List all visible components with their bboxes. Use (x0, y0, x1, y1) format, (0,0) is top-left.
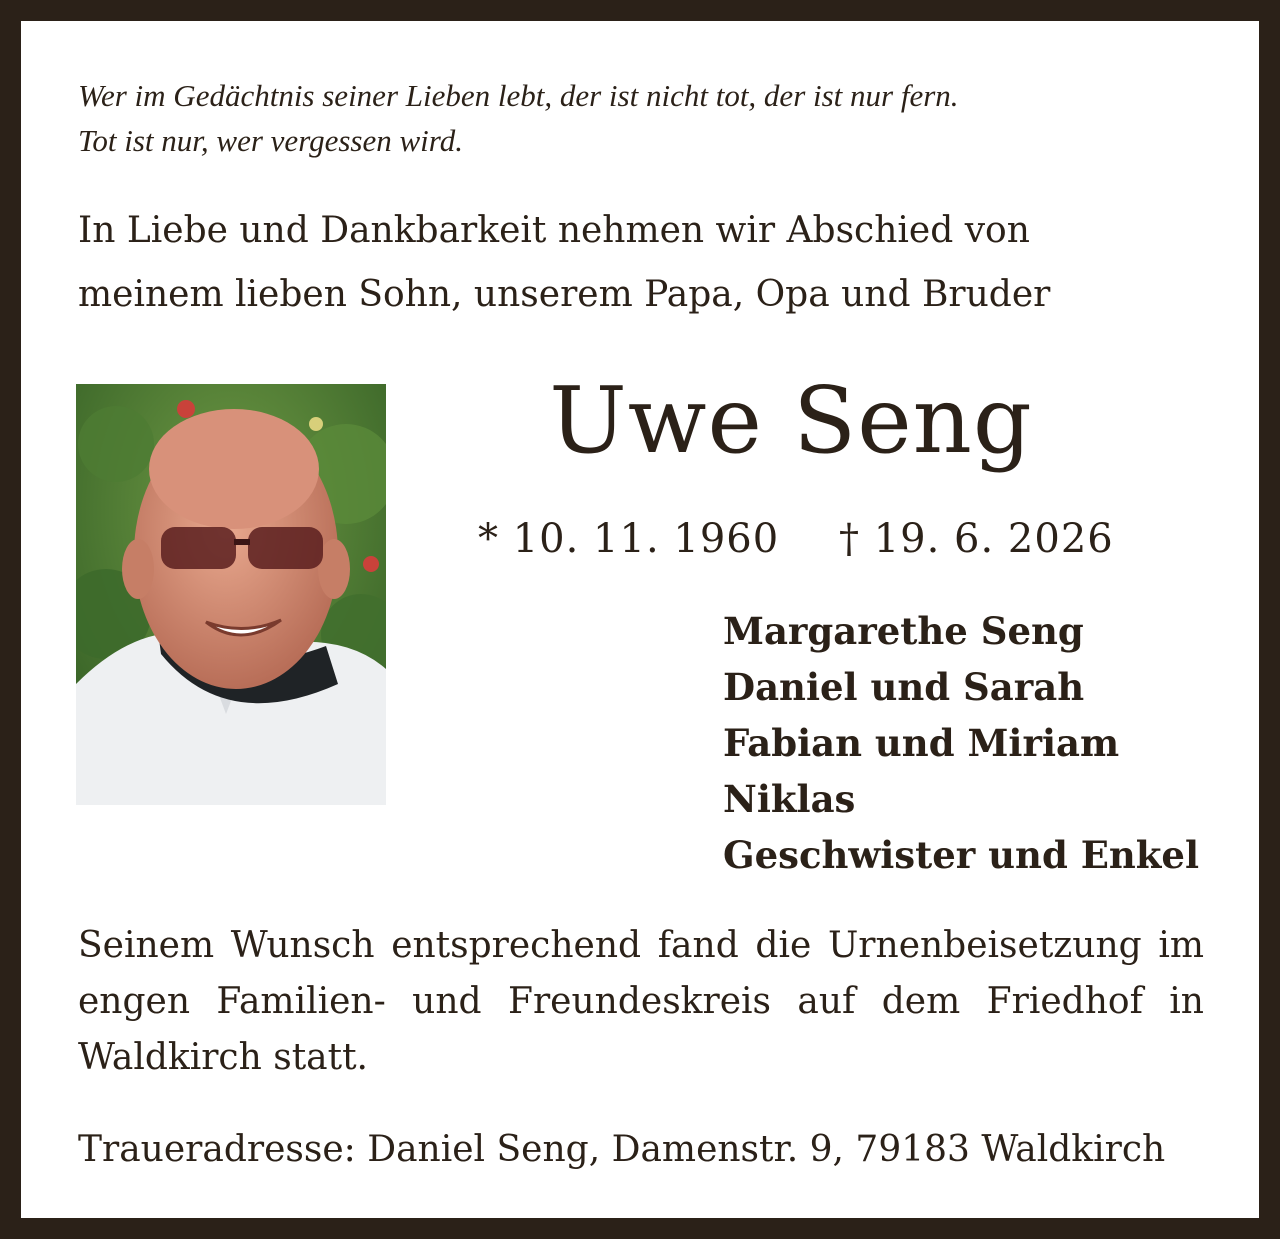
burial-statement: Seinem Wunsch entsprechend fand die Urnenbeisetzung im engen Familien- und Freundeskreis auf dem Friedhof in Waldkirch statt. (78, 925, 1204, 1078)
obituary-card (21, 21, 1259, 1218)
mourner-item: Niklas (723, 777, 856, 821)
motto-line-2: Tot ist nur, wer vergessen wird. (78, 123, 463, 158)
mourner-item: Margarethe Seng (723, 609, 1084, 653)
mourner-item: Fabian und Miriam (723, 721, 1120, 765)
mourner-item: Daniel und Sarah (723, 665, 1085, 709)
mourner-item: Geschwister und Enkel (723, 833, 1200, 877)
mourners-list (723, 603, 1199, 883)
birth-date: * 10. 11. 1960 (478, 516, 780, 562)
death-date: † 19. 6. 2026 (839, 516, 1114, 562)
intro-line-2: meinem lieben Sohn, unserem Papa, Opa und Bruder (78, 274, 1051, 315)
intro-text (78, 199, 1204, 327)
portrait-photo (76, 384, 386, 805)
portrait-image (76, 384, 386, 805)
motto-quote (78, 73, 1198, 163)
intro-line-1: In Liebe und Dankbarkeit nehmen wir Abschied von (78, 210, 1030, 251)
mourning-address: Traueradresse: Daniel Seng, Damenstr. 9, 79183 Waldkirch (78, 1129, 1166, 1170)
motto-line-1: Wer im Gedächtnis seiner Lieben lebt, der ist nicht tot, der ist nur fern. (78, 78, 959, 113)
deceased-name: Uwe Seng (549, 367, 1033, 474)
